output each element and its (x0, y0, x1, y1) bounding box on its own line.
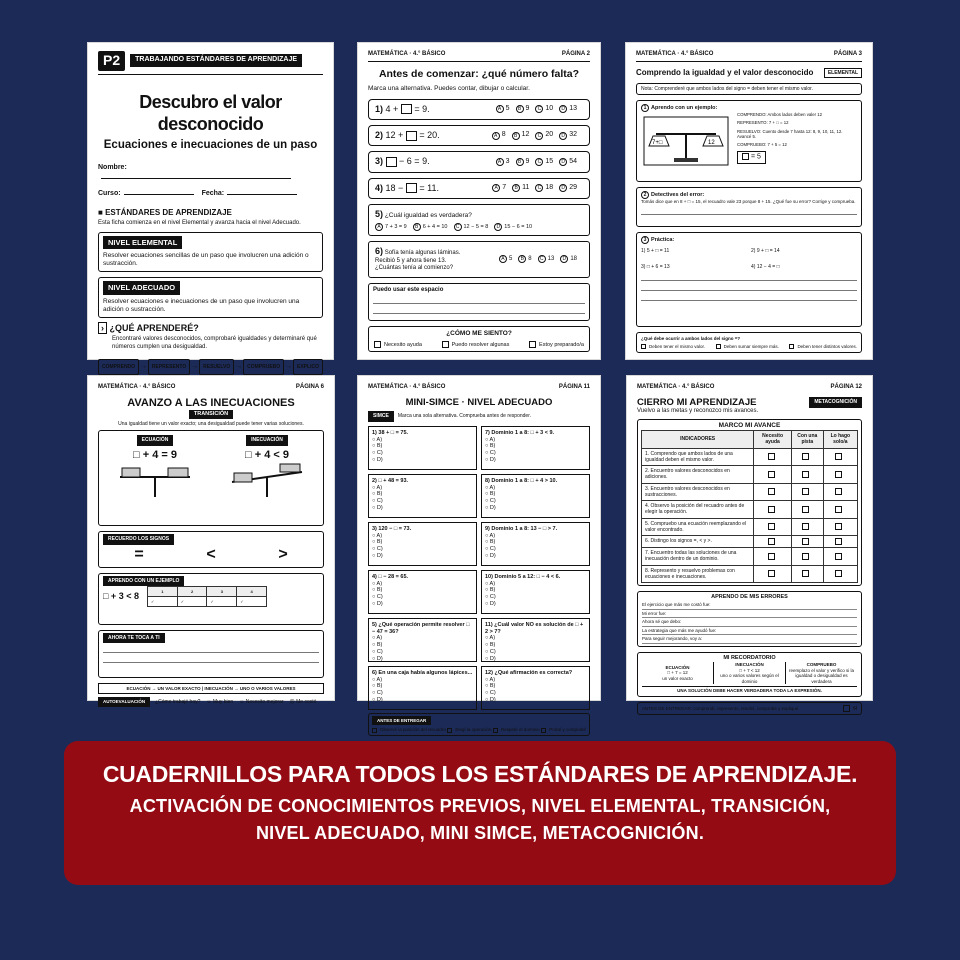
question-5: 5) ¿Cuál igualdad es verdadera? A 7 + 3 = 9 B 6 + 4 = 10 C 12 − 5 = 8 D 15 − 6 = 10 (368, 204, 590, 236)
simce-question: 6) En una caja había algunos lápices... ○ A) ○ B) ○ C) ○ D) (368, 666, 477, 710)
answer-option[interactable]: D 13 (559, 105, 577, 114)
flow-step: EXPLICO (293, 359, 323, 375)
sheet-title: CIERRO MI APRENDIZAJE (637, 396, 757, 408)
simce-question: 11) ¿Cuál valor NO es solución de □ + 2 > 7? ○ A) ○ B) ○ C) ○ D) (481, 618, 590, 662)
flow-step: REPRESENTO (148, 359, 190, 375)
simce-questions-grid (368, 426, 590, 710)
estandares-text: Esta ficha comienza en el nivel Elemental y avanza hacia el nivel Adecuado. (98, 220, 301, 227)
sheet-title: Descubro el valor desconocido (139, 91, 282, 134)
blank-box (386, 157, 397, 167)
simce-question: 5) ¿Qué operación permite resolver □ − 47 = 36? ○ A) ○ B) ○ C) ○ D) (368, 618, 477, 662)
field-curso-label: Curso: (98, 190, 121, 198)
nivel-elemental-tag: NIVEL ELEMENTAL (103, 236, 182, 249)
nivel-elemental-box (98, 232, 323, 273)
worksheet-page-3 (625, 42, 873, 360)
nivel-elemental-text: Resolver ecuaciones sencillas de un paso que involucren una adición o sustracción. (103, 252, 309, 268)
worksheet-page-11: MATEMÁTICA · 4.° BÁSICO PÁGINA 11 MINI-SIMCE · NIVEL ADECUADO SIMCE Marca una sola alternativa. Comprueba antes de responder. 1) 38 + □ = 75. ○ A) ○ B) ○ C) ○ D) 7) Dominio 1 a 8: □ + 3 < 9. ○ A) ○ B) ○ C) ○ D) 2) □ + 48 = 93. ○ A) ○ B) ○ C) ○ D) 8) Dominio 1 a 8: □ + 4 > 10. ○ A) ○ B) ○ C) ○ D) 3) 120 − □ = 73. ○ A) ○ B) ○ C) ○ D) 9) Dominio 1 a 8: 13 − □ > 7. ○ A) ○ B) ○ C) ○ D) 4) □ − 28 = 65. ○ A) ○ B) ○ C) ○ D) 10) Dominio 5 a 12: □ − 4 < 6. ○ A) ○ B) ○ C) ○ D) 5) ¿Qué operación permite resolver □ − 47 = 36? ○ A) ○ B) ○ C) ○ D) 11) ¿Cuál valor NO es solución de □ + 2 > 7? ○ A) ○ B) ○ C) ○ D) 6) En una caja había algunos lápices... ○ A) ○ B) ○ C) ○ D) 12) ¿Qué afirmación es correcta? ○ A) ○ B) ○ C) ○ D) ANTES DE ENTREGAR Observé la posición del recuadro Elegí la operación Respeté el dominio Probé y comprobé (357, 375, 601, 701)
simce-question: 10) Dominio 5 a 12: □ − 4 < 6. ○ A) ○ B) ○ C) ○ D) (481, 570, 590, 614)
table-row: 2. Encuentro valores desconocidos en adiciones. (642, 466, 858, 484)
example-section: 1 Aprendo con un ejemplo: 7+□ 12 COMPRENDO: Ambos lados deben valer 12 REPRESENTO: 7 + □ = 12 RESUELVO: Cuento desde 7 hasta 12: 8, 9, 10, 11, 12. Avancé 5. COMPRUEBO: 7 + 5 = 12 = 5 (636, 100, 862, 182)
question-4: 4) 18 − = 11. A 7 B 11 C 18 D 29 (368, 178, 590, 199)
question-1: 1) 4 + = 9. A 5 B 9 C 10 D 13 (368, 99, 590, 120)
instructions: Marca una alternativa. Puedes contar, dibujar o calcular. (368, 84, 530, 92)
answer-option[interactable]: B 11 (512, 184, 529, 193)
banner-line-1: CUADERNILLOS PARA TODOS LOS ESTÁNDARES DE APRENDIZAJE. (102, 761, 858, 787)
level-badge: TRANSICIÓN (189, 410, 233, 419)
work-space[interactable] (368, 283, 590, 321)
student-fields (98, 164, 323, 199)
sheet-title: Antes de comenzar: ¿qué número falta? (378, 67, 580, 80)
question-2: 2) 12 + = 20. A 8 B 12 C 20 D 32 (368, 125, 590, 146)
feelings-box (368, 326, 590, 353)
answer-option[interactable]: B 12 (512, 131, 530, 140)
errors-box: APRENDO DE MIS ERRORES El ejercicio que más me costó fue: Mi error fue: Ahora sé que debo: La estrategia que más me ayudó fue: Para seguir mejorando, voy a: (637, 591, 862, 647)
header-right: PÁGINA 3 (833, 51, 862, 57)
answer-option[interactable]: C 10 (535, 105, 553, 114)
simce-question: 2) □ + 48 = 93. ○ A) ○ B) ○ C) ○ D) (368, 474, 477, 518)
autoeval-tag: AUTOEVALUACIÓN (98, 697, 150, 707)
chevron-right-icon: › (98, 322, 107, 334)
sheet-title: AVANZO A LAS INECUACIONES (127, 396, 295, 409)
blank-box (406, 183, 417, 193)
header-right: PÁGINA 2 (561, 51, 590, 57)
table-row: 7. Encuentro todas las soluciones de una inecuación dentro de un dominio. (642, 548, 858, 566)
comparison-box: ECUACIÓN □ + 4 = 9 INECUACIÓN □ + 4 < 9 (98, 430, 324, 526)
answer-option[interactable]: B 9 (516, 105, 530, 114)
example-box: APRENDO CON UN EJEMPLO □ + 3 < 8 1 2 3 4 ✓ ✓ ✓ ✓ (98, 573, 324, 625)
sheet-title: MINI-SIMCE · NIVEL ADECUADO (405, 396, 553, 408)
que-aprendere-heading: › ¿QUÉ APRENDERÉ? (98, 323, 323, 334)
field-nombre-label: Nombre: (98, 163, 127, 171)
balanced-scale-icon (110, 462, 200, 502)
banner-line-3: NIVEL ADECUADO, MINI SIMCE, METACOGNICIÓN. (255, 823, 705, 843)
worksheet-page-12: MATEMÁTICA · 4.° BÁSICO PÁGINA 12 CIERRO MI APRENDIZAJE METACOGNICIÓN Vuelvo a las metas y reconozco mis avances. MARCO MI AVANCE INDICADORES Necesito ayuda Con una pista Lo hago solo/a 1. Comprendo que ambos lados de una igualdad deben el mismo valor. 2. Encuentro valores desconocidos en adiciones. 3. Encuentro valores desconocidos en sustracciones. 4. Observo la posición del recuadro antes de elegir la operación. 5. Compruebo una ecuación reemplazando el valor encontrado. 6. Distingo los signos =, < y >. 7. Encuentro todas las soluciones de una inecuación dentro de un dominio. 8. Represento y resuelvo problemas con ecuaciones e inecuaciones. APRENDO DE MIS ERRORES El ejercicio que más me costó fue: Mi error fue: Ahora sé que debo: La estrategia que más me ayudó fue: Para seguir mejorando, voy a: MI RECORDATORIO ECUACIÓN □ + 7 = 12 un valor exacto INECUACIÓN □ + 7 < 12 uno o varios valores según el dominio COMPRUEBO reemplazo el valor y verifico si la igualdad o desigualdad es verdadera UNA SOLUCIÓN DEBE HACER VERDADERA TODA LA EXPRESIÓN. ANTES DE ENTREGAR: comprendí, represento, resolví, comprobé y expliqué. SÍ (626, 375, 873, 701)
practice-section: 3 Práctica: 1) 5 + □ = 11 2) 9 + □ = 14 3) □ + 6 = 13 4) 12 − 4 = □ (636, 232, 862, 327)
table-row: 6. Distingo los signos =, < y >. (642, 536, 858, 548)
table-row: 3. Encuentro valores desconocidos en sustracciones. (642, 483, 858, 501)
answer-option[interactable]: A 8 (492, 131, 506, 140)
answer-option[interactable]: C 15 (535, 158, 553, 167)
worksheet-page-p2 (87, 42, 334, 371)
simce-badge: SIMCE (368, 411, 394, 421)
answer-option[interactable]: D 54 (559, 158, 577, 167)
level-badge: ELEMENTAL (824, 68, 862, 78)
header-left: MATEMÁTICA · 4.° BÁSICO (636, 51, 714, 57)
promo-banner (64, 741, 896, 885)
banner-line-2: ACTIVACIÓN DE CONOCIMIENTOS PREVIOS, NIVEL ELEMENTAL, TRANSICIÓN, (129, 796, 831, 816)
sheet-header: TRABAJANDO ESTÁNDARES DE APRENDIZAJE (130, 54, 302, 67)
table-row: 4. Observo la posición del recuadro antes de elegir la operación. (642, 501, 858, 519)
tilted-scale-icon (222, 462, 312, 502)
estandares-heading: ■ ESTÁNDARES DE APRENDIZAJE (98, 208, 232, 218)
answer-option[interactable]: C 20 (535, 131, 553, 140)
practice-box: AHORA TE TOCA A TI (98, 630, 324, 678)
balance-scale-icon (641, 112, 731, 167)
flow-step: RESUELVO (199, 359, 234, 375)
table-row: 8. Represento y resuelvo problemas con ecuaciones e inecuaciones. (642, 565, 858, 583)
reflection-section: ¿Qué debe ocurrir a ambos lados del signo =? Deben tener el mismo valor. Deben sumar siempre más. Deben tener distintos valores. (636, 332, 862, 353)
answer-option[interactable]: D 29 (559, 184, 577, 193)
table-row: 5. Compruebo una ecuación reemplazando el valor encontrado. (642, 518, 858, 536)
progress-table: INDICADORES Necesito ayuda Con una pista Lo hago solo/a 1. Comprendo que ambos lados de una igualdad deben el mismo valor. 2. Encuentro valores desconocidos en adiciones. 3. Encuentro valores desconocidos en sustracciones. 4. Observo la posición del recuadro antes de elegir la operación. 5. Compruebo una ecuación reemplazando el valor encontrado. 6. Distingo los signos =, < y >. 7. Encuentro todas las soluciones de una inecuación dentro de un dominio. 8. Represento y resuelvo problemas con ecuaciones e inecuaciones. (641, 430, 858, 583)
answer-option[interactable]: D 32 (559, 131, 577, 140)
answer-option[interactable]: A 5 (496, 105, 510, 114)
svg-text:7+□: 7+□ (652, 140, 663, 146)
nivel-adecuado-tag: NIVEL ADECUADO (103, 281, 180, 294)
blank-box (406, 131, 417, 141)
svg-text:12: 12 (708, 140, 715, 146)
worksheet-page-6: MATEMÁTICA · 4.° BÁSICO PÁGINA 6 AVANZO A LAS INECUACIONES TRANSICIÓN Una igualdad tiene un valor exacto; una desigualdad puede tener varias soluciones. ECUACIÓN □ + 4 = 9 INECUACIÓN □ + 4 < 9 RECUERDO LOS SIGNOS = < > APRENDO CON UN EJEMPLO □ + 3 < 8 1 2 3 4 ✓ ✓ ✓ ✓ AHORA TE TOCA A TI ECUACIÓN → UN VALOR EXACTO | INECUACIÓN → UNO O VARIOS VALORES AUTOEVALUACIÓN ¿Cómo trabajé hoy? ☺ Muy bien ☺ Necesito mejorar ☹ Me costó (87, 375, 335, 701)
sheet-title: Comprendo la igualdad y el valor desconocido (636, 67, 814, 77)
header-left: MATEMÁTICA · 4.° BÁSICO (368, 51, 446, 57)
signs-box: RECUERDO LOS SIGNOS = < > (98, 531, 324, 567)
simce-question: 3) 120 − □ = 73. ○ A) ○ B) ○ C) ○ D) (368, 522, 477, 566)
antes-entregar-box: ANTES DE ENTREGAR Observé la posición del recuadro Elegí la operación Respeté el dominio Probé y comprobé (368, 713, 590, 736)
progress-table-box: MARCO MI AVANCE INDICADORES Necesito ayuda Con una pista Lo hago solo/a 1. Comprendo que ambos lados de una igualdad deben el mismo valor. 2. Encuentro valores desconocidos en adiciones. 3. Encuentro valores desconocidos en sustracciones. 4. Observo la posición del recuadro antes de elegir la operación. 5. Compruebo una ecuación reemplazando el valor encontrado. 6. Distingo los signos =, < y >. 7. Encuentro todas las soluciones de una inecuación dentro de un dominio. 8. Represento y resuelvo problemas con ecuaciones e inecuaciones. (637, 419, 862, 586)
answer-option[interactable]: B 9 (516, 158, 530, 167)
work-space-label: Puedo usar este espacio (373, 286, 444, 293)
field-fecha-label: Fecha: (201, 190, 225, 198)
summary-footer: ECUACIÓN → UN VALOR EXACTO | INECUACIÓN → UNO O VARIOS VALORES (98, 683, 324, 695)
feel-option[interactable]: Puedo resolver algunas (442, 341, 510, 349)
answer-option[interactable]: C 18 (535, 184, 553, 193)
page-badge: P2 (98, 51, 125, 71)
answer-option[interactable]: A 3 (496, 158, 510, 167)
worksheet-page-2 (357, 42, 601, 360)
error-detective-section: 2 Detectives del error: Tomás dice que en 8 + □ = 15, el recuadro vale 23 porque 8 + 15. ¿Qué fue su error? Corrige y comprueba. (636, 187, 862, 227)
reminder-box: MI RECORDATORIO ECUACIÓN □ + 7 = 12 un valor exacto INECUACIÓN □ + 7 < 12 uno o varios valores según el dominio COMPRUEBO reemplazo el valor y verifico si la igualdad o desigualdad es verdadera UNA SOLUCIÓN DEBE HACER VERDADERA TODA LA EXPRESIÓN. (637, 652, 862, 697)
simce-question: 4) □ − 28 = 65. ○ A) ○ B) ○ C) ○ D) (368, 570, 477, 614)
blank-box (401, 104, 412, 114)
simce-question: 12) ¿Qué afirmación es correcta? ○ A) ○ B) ○ C) ○ D) (481, 666, 590, 710)
simce-question: 1) 38 + □ = 75. ○ A) ○ B) ○ C) ○ D) (368, 426, 477, 470)
final-check-box: ANTES DE ENTREGAR: comprendí, represento, resolví, comprobé y expliqué. SÍ (637, 702, 862, 715)
learning-flow: COMPRENDO → REPRESENTO → RESUELVO → COMPRUEBO → EXPLICO (98, 359, 323, 375)
que-aprendere-text: Encontraré valores desconocidos, comprobaré igualdades y determinaré qué números cumplen una desigualdad. (112, 336, 317, 350)
sheet-subtitle: Ecuaciones e inecuaciones de un paso (103, 138, 318, 151)
question-3: 3) − 6 = 9. A 3 B 9 C 15 D 54 (368, 151, 590, 172)
feel-option[interactable]: Estoy preparado/a (529, 341, 584, 349)
intro-text: Una igualdad tiene un valor exacto; una desigualdad puede tener varias soluciones. (118, 421, 304, 428)
question-6: 6) Sofía tenía algunas láminas. Recibió 5 y ahora tiene 13. ¿Cuántas tenía al comienzo? A 5 B 8 C 13 D 18 (368, 241, 590, 278)
simce-question: 9) Dominio 1 a 8: 13 − □ > 7. ○ A) ○ B) ○ C) ○ D) (481, 522, 590, 566)
intro-text: Vuelvo a las metas y reconozco mis avances. (637, 408, 759, 415)
table-row: 1. Comprendo que ambos lados de una igualdad deben el mismo valor. (642, 448, 858, 466)
feelings-title: ¿CÓMO ME SIENTO? (446, 329, 512, 337)
flow-step: COMPRUEBO (243, 359, 284, 375)
nivel-adecuado-box (98, 277, 323, 318)
simce-question: 8) Dominio 1 a 8: □ + 4 > 10. ○ A) ○ B) ○ C) ○ D) (481, 474, 590, 518)
nivel-adecuado-text: Resolver ecuaciones e inecuaciones de un paso que involucren una adición o sustracción. (103, 297, 300, 313)
note-box: Nota: Comprenderé que ambos lados del signo = deben tener el mismo valor. (636, 83, 862, 95)
feel-option[interactable]: Necesito ayuda (374, 341, 422, 349)
flow-step: COMPRENDO (98, 359, 139, 375)
level-badge: METACOGNICIÓN (809, 397, 862, 407)
simce-question: 7) Dominio 1 a 8: □ + 3 < 9. ○ A) ○ B) ○ C) ○ D) (481, 426, 590, 470)
answer-option[interactable]: A 7 (492, 184, 506, 193)
